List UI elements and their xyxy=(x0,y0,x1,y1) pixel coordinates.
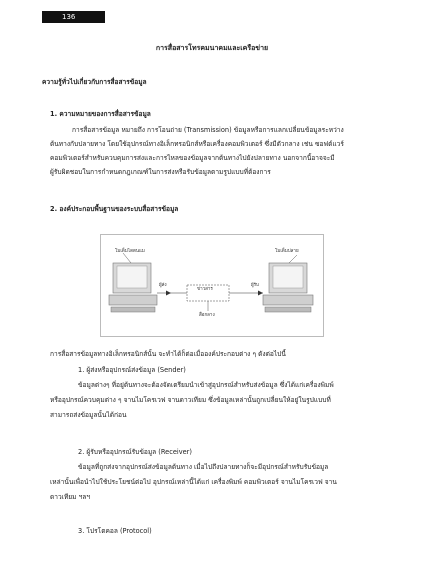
item-line: หรืออุปกรณ์ควบคุมต่าง ๆ จานไมโครเวฟ จานดาวเทียม ซึ่งข้อมูลเหล่านั้นถูกเปลี่ยนให้อยู่ในรูปแบบที่ xyxy=(50,396,331,404)
communication-diagram xyxy=(100,234,324,337)
sec1-line: คอมพิวเตอร์สำหรับควบคุมการส่งและการไหลของข้อมูลจากต้นทางไปยังปลายทาง นอกจากนี้อาจจะมี xyxy=(50,154,335,162)
receiver-label: ผู้รับ xyxy=(251,283,259,288)
item-heading: 2. ผู้รับหรืออุปกรณ์รับข้อมูล (Receiver) xyxy=(78,448,192,456)
sec1-line: การสื่อสารข้อมูล หมายถึง การโอนถ่าย (Transmission) ข้อมูลหรือการแลกเปลี่ยนข้อมูลระหว่าง xyxy=(72,126,344,134)
intro-line: การสื่อสารข้อมูลทางอิเล็กทรอนิกส์นั้น จะทำได้ก็ต่อเมื่อองค์ประกอบต่าง ๆ ดังต่อไปนี้ xyxy=(50,350,286,358)
sender-label: ผู้ส่ง xyxy=(159,283,167,288)
sec1-line: ต้นทางกับปลายทาง โดยใช้อุปกรณ์ทางอิเล็กทรอนิกส์หรือเครื่องคอมพิวเตอร์ ซึ่งมีตัวกลาง เช่น ซอฟต์แวร์ xyxy=(50,140,344,148)
item-line: เหล่านั้นเพื่อนำไปใช้ประโยชน์ต่อไป อุปกรณ์เหล่านี้ได้แก่ เครื่องพิมพ์ คอมพิวเตอร์ จานไมโครเวฟ จาน xyxy=(50,478,337,486)
sender-computer-icon xyxy=(109,263,157,312)
arrow-right-icon xyxy=(258,291,263,296)
item-heading: 3. โปรโตคอล (Protocol) xyxy=(78,527,152,535)
right-modem-label: โมเด็มปลาย xyxy=(275,249,299,254)
page-number: 136 xyxy=(62,13,76,21)
sec1-line: ผู้รับผิดชอบในการกำหนดกฎเกณฑ์ในการส่งหรือรับข้อมูลตามรูปแบบที่ต้องการ xyxy=(50,168,271,176)
message-label: ข่าวสาร xyxy=(197,287,213,292)
receiver-computer-icon xyxy=(263,263,313,312)
left-modem-label: โมเด็มไดตนแม xyxy=(115,249,145,254)
medium-label: สื่อกลาง xyxy=(199,313,215,318)
page-number-badge xyxy=(42,11,105,23)
item-line: สามารถส่งข้อมูลนั้นได้ก่อน xyxy=(50,411,127,419)
page-title: การสื่อสารโทรคมนาคมและเครือข่าย xyxy=(155,44,269,52)
item-heading: 1. ผู้ส่งหรืออุปกรณ์ส่งข้อมูล (Sender) xyxy=(78,366,186,374)
sec1-heading: 1. ความหมายของการสื่อสารข้อมูล xyxy=(50,110,151,118)
item-line: ดาวเทียม ฯลฯ xyxy=(50,493,91,501)
section-heading: ความรู้ทั่วไปเกี่ยวกับการสื่อสารข้อมูล xyxy=(42,78,147,86)
item-line: ข้อมูลต่างๆ ที่อยู่ต้นทางจะต้องจัดเตรียมนำเข้าสู่อุปกรณ์สำหรับส่งข้อมูล ซึ่งได้แก่เครื่องพิมพ์ xyxy=(78,381,334,389)
item-line: ข้อมูลที่ถูกส่งจากอุปกรณ์ส่งข้อมูลต้นทาง เมื่อไปถึงปลายทางก็จะมีอุปกรณ์สำหรับรับข้อมูล xyxy=(78,463,329,471)
sec2-heading: 2. องค์ประกอบพื้นฐานของระบบสื่อสารข้อมูล xyxy=(50,205,179,213)
